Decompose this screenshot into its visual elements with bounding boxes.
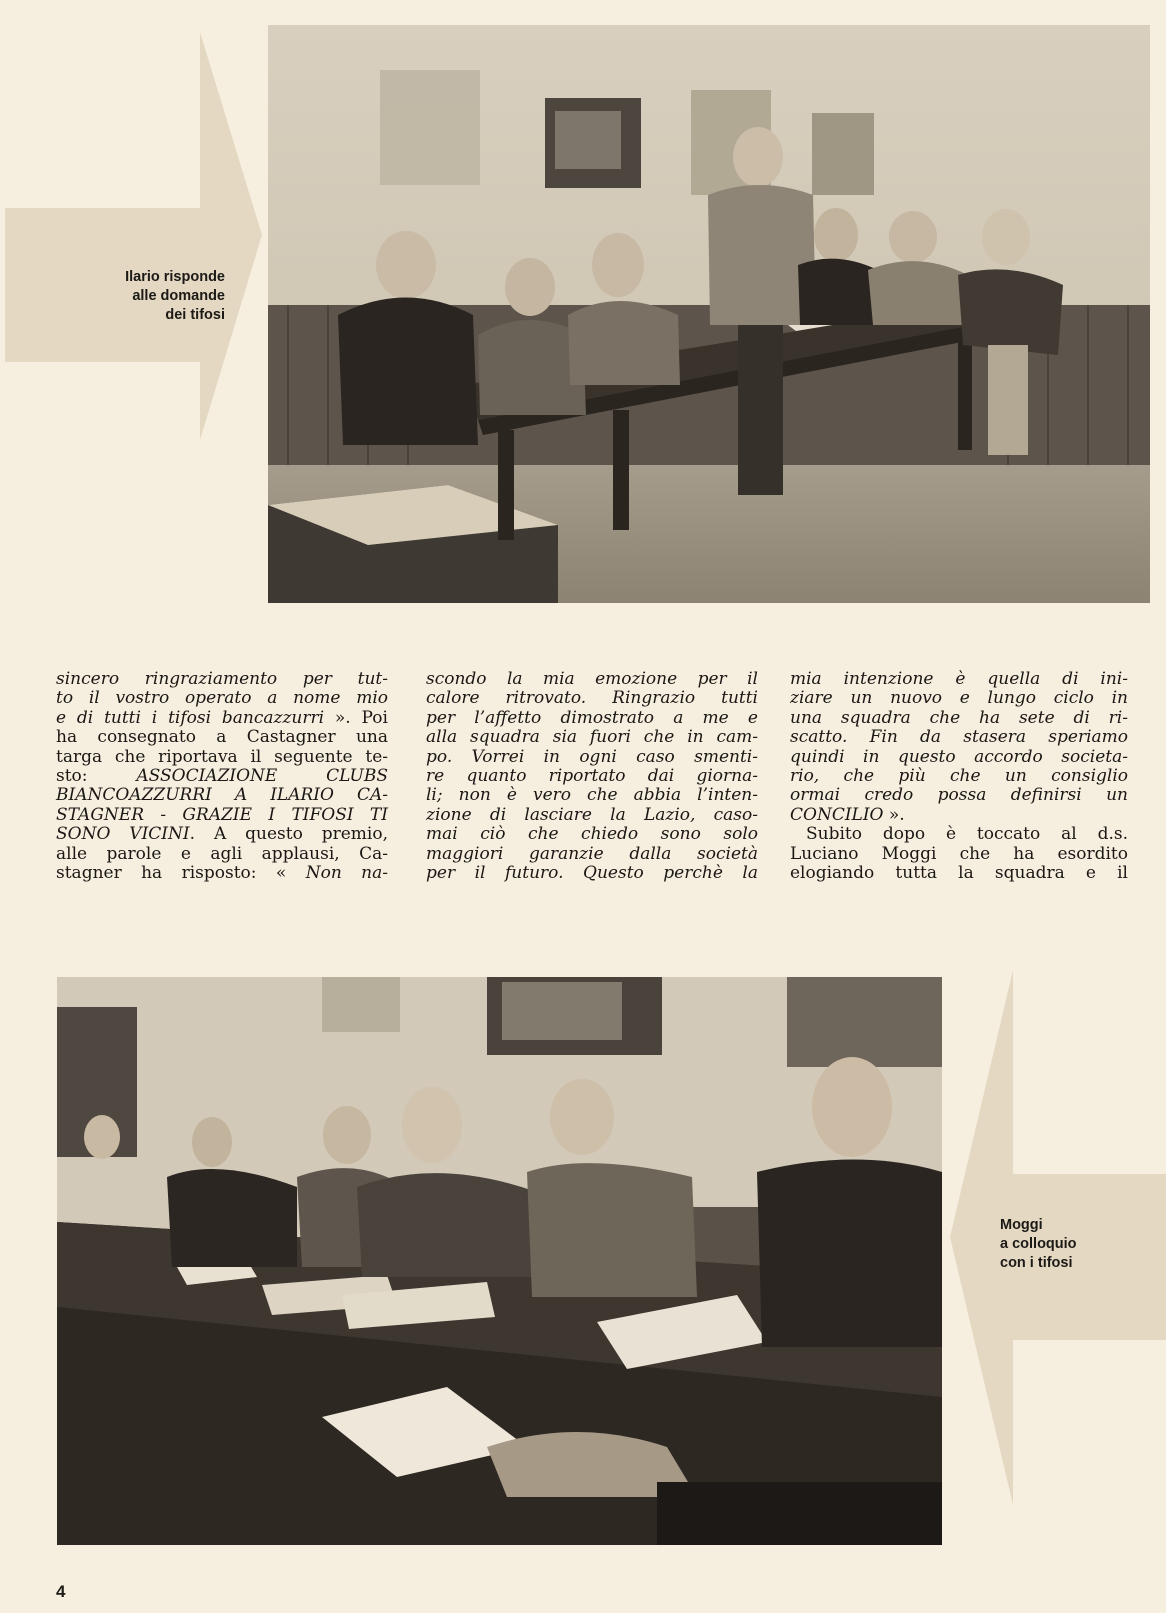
page-number: 4: [56, 1582, 66, 1601]
article-line: [426, 728, 758, 747]
italic-text: mai ciò che chiedo sono solo: [426, 824, 758, 845]
italic-text: mia intenzione è quella di ini-: [790, 669, 1128, 689]
article-line: [790, 864, 1128, 883]
italic-text: per il futuro. Questo perchè la: [426, 862, 758, 883]
italic-text: CONCILIO: [790, 804, 884, 825]
article-line: [426, 806, 758, 825]
article-line: [426, 786, 758, 805]
arrow-top-decoration: [0, 20, 270, 440]
italic-text: scondo la mia emozione per il: [426, 669, 758, 689]
italic-text: to il vostro operato a nome mio: [56, 688, 388, 709]
italic-text: e di tutti i tifosi bancazzurri: [56, 707, 325, 728]
text-column-2: [426, 670, 758, 883]
roman-text: stagner ha risposto: «: [56, 862, 306, 883]
article-line: [56, 709, 388, 728]
article-line: [790, 845, 1128, 864]
article-line: [426, 748, 758, 767]
roman-text: ».: [883, 804, 905, 825]
roman-text: . A questo premio,: [189, 824, 388, 845]
italic-text: Non na-: [305, 862, 389, 883]
article-line: [790, 786, 1128, 805]
article-line: [56, 845, 388, 864]
italic-text: una squadra che ha sete di ri-: [790, 707, 1128, 728]
italic-text: sincero ringraziamento per tut-: [56, 669, 388, 689]
italic-text: per l’affetto dimostrato a me e: [426, 707, 758, 728]
caption-line: con i tifosi: [1000, 1255, 1073, 1271]
caption-line: a colloquio: [1000, 1236, 1077, 1252]
roman-text: sto:: [56, 765, 137, 786]
italic-text: ziare un nuovo e lungo ciclo in: [790, 688, 1128, 709]
article-line: [790, 728, 1128, 747]
article-line: [790, 825, 1128, 844]
caption-line: alle domande: [132, 288, 225, 304]
italic-text: po. Vorrei in ogni caso smenti-: [426, 746, 758, 767]
italic-text: re quanto riportato dai giorna-: [426, 765, 758, 786]
text-column-3: [790, 670, 1128, 883]
article-line: [790, 670, 1128, 689]
article-line: [56, 767, 388, 786]
article-line: [56, 825, 388, 844]
article-line: [426, 709, 758, 728]
photo-ilario-meeting: [268, 25, 1150, 603]
text-column-1: [56, 670, 388, 883]
caption-line: Moggi: [1000, 1217, 1043, 1233]
article-line: [426, 767, 758, 786]
italic-text: scatto. Fin da stasera speriamo: [790, 727, 1128, 748]
article-line: [426, 670, 758, 689]
italic-text: ormai credo possa definirsi un: [790, 785, 1128, 806]
roman-text: alle parole e agli applausi, Ca-: [56, 843, 388, 864]
italic-text: alla squadra sia fuori che in cam-: [426, 727, 758, 748]
italic-text: SONO VICINI: [56, 824, 190, 845]
article-line: [56, 689, 388, 708]
italic-text: zione di lasciare la Lazio, caso-: [426, 804, 758, 825]
article-line: [426, 689, 758, 708]
article-line: [56, 786, 388, 805]
italic-text: quindi in questo accordo societa-: [790, 746, 1128, 767]
roman-text: ». Poi: [324, 707, 388, 728]
article-line: [790, 709, 1128, 728]
article-line: [426, 845, 758, 864]
article-line: [56, 728, 388, 747]
article-line: [790, 767, 1128, 786]
caption-line: dei tifosi: [165, 307, 225, 323]
photo-moggi-meeting: [57, 977, 942, 1545]
article-line: [56, 670, 388, 689]
article-line: [790, 748, 1128, 767]
caption-line: Ilario risponde: [125, 269, 225, 285]
roman-text: Subito dopo è toccato al d.s.: [806, 824, 1128, 845]
article-line: [790, 689, 1128, 708]
roman-text: targa che riportava il seguente te-: [56, 746, 388, 767]
article-line: [56, 864, 388, 883]
article-line: [790, 806, 1128, 825]
italic-text: ASSOCIAZIONE CLUBS: [136, 765, 388, 786]
roman-text: elogiando tutta la squadra e il: [790, 862, 1128, 883]
article-line: [56, 806, 388, 825]
italic-text: calore ritrovato. Ringrazio tutti: [426, 688, 758, 709]
italic-text: li; non è vero che abbia l’inten-: [426, 785, 758, 806]
italic-text: STAGNER - GRAZIE I TIFOSI TI: [56, 804, 388, 825]
article-line: [56, 748, 388, 767]
italic-text: rio, che più che un consiglio: [790, 765, 1128, 786]
article-line: [426, 825, 758, 844]
photo-caption-top: [40, 268, 225, 325]
roman-text: Luciano Moggi che ha esordito: [790, 843, 1128, 864]
italic-text: BIANCOAZZURRI A ILARIO CA-: [56, 785, 388, 806]
italic-text: maggiori garanzie dalla società: [426, 843, 758, 864]
article-line: [426, 864, 758, 883]
roman-text: ha consegnato a Castagner una: [56, 727, 388, 748]
photo-caption-bottom: [1000, 1216, 1140, 1273]
